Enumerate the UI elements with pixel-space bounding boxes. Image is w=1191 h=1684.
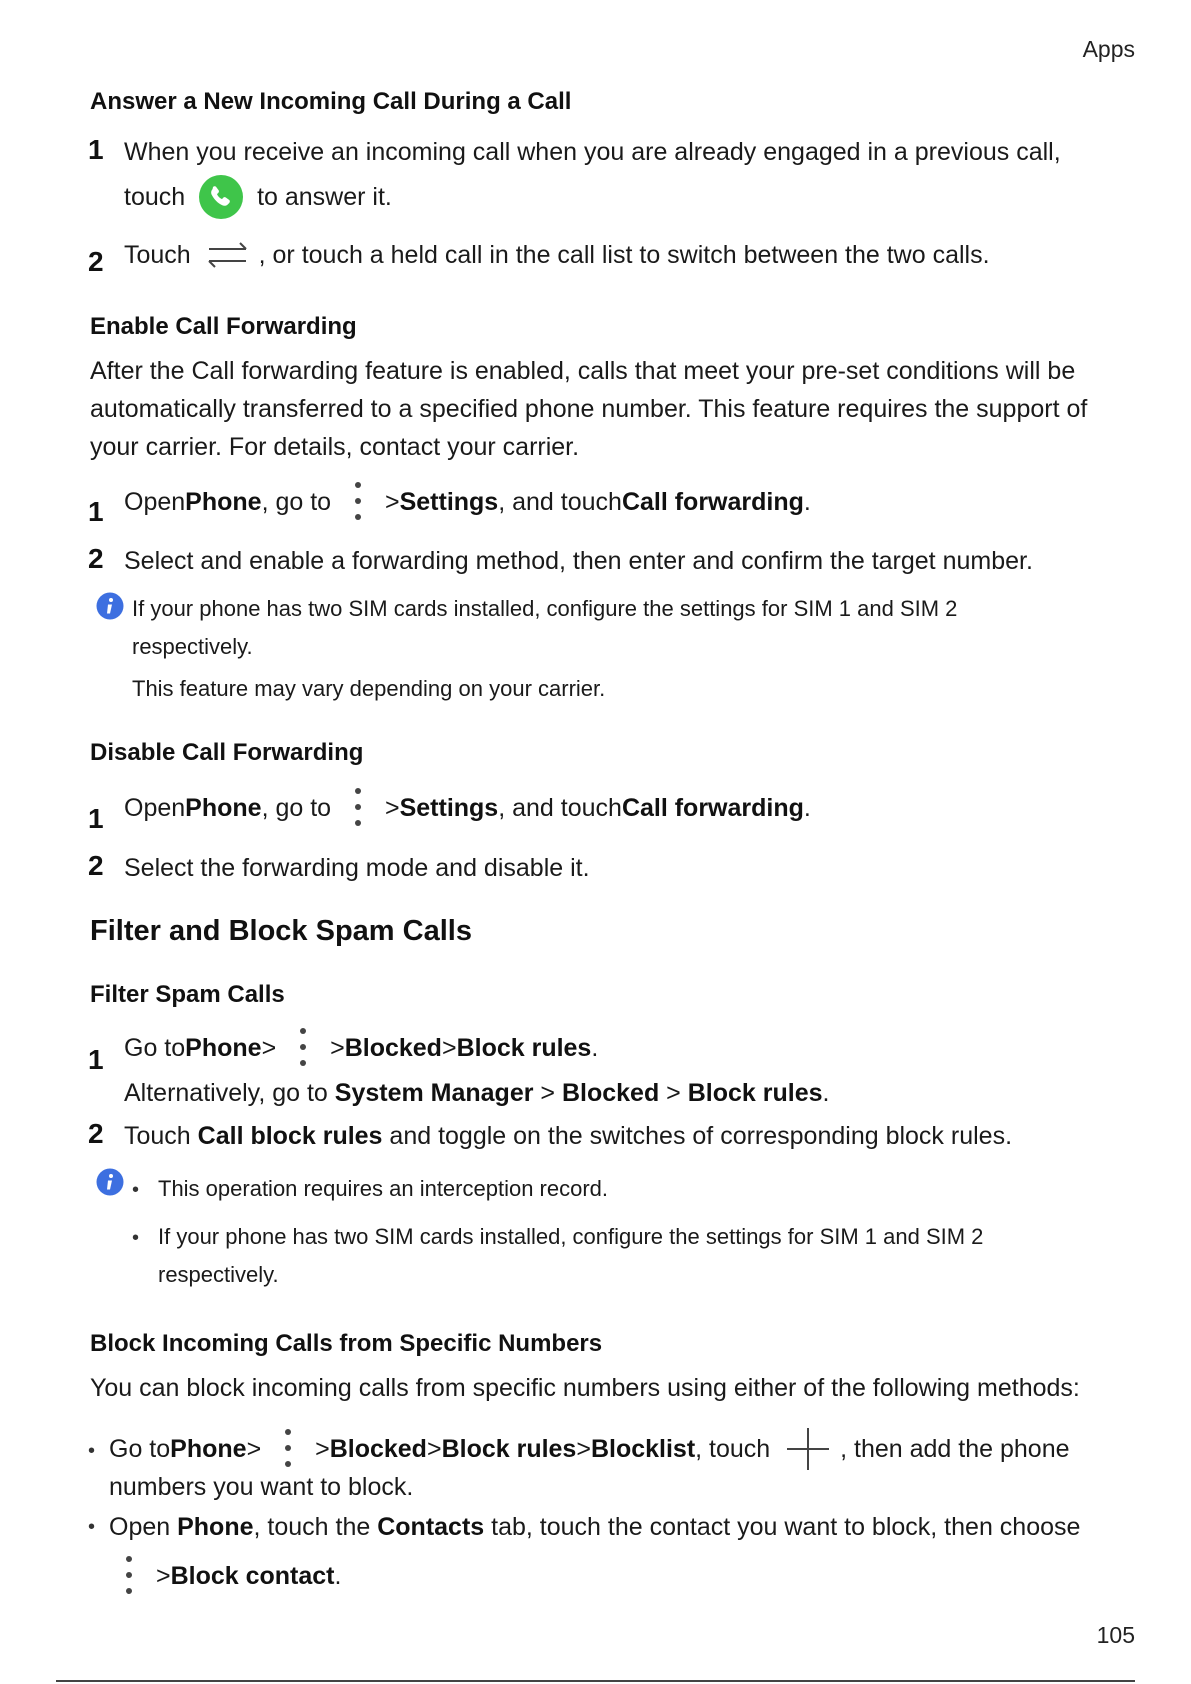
step-text-bold: Blocked [344, 1033, 442, 1062]
step-text-segment: > [261, 1033, 277, 1062]
add-icon [785, 1426, 831, 1472]
step-text-segment: , touch [695, 1434, 771, 1463]
more-options-icon [352, 482, 364, 522]
step-text-segment: > [155, 1561, 171, 1590]
step-text-bold: Phone [185, 487, 262, 516]
bullet-dot: • [88, 1516, 96, 1538]
step-number: 1 [88, 496, 104, 527]
step-text-segment: > [533, 1079, 562, 1107]
heading-filter-spam: Filter Spam Calls [90, 981, 285, 1008]
step-text-bold: Block rules [456, 1033, 592, 1062]
step-text-segment: , go to [261, 487, 332, 516]
step-text-bold: Call forwarding [621, 793, 804, 822]
step-text-bold: Phone [185, 793, 262, 822]
step-text-segment: Touch [124, 240, 191, 269]
paragraph-line: After the Call forwarding feature is enabled, calls that meet your pre-set conditions will be [90, 357, 1076, 385]
step-text-segment: . [334, 1561, 342, 1590]
bullet-dot: • [132, 1227, 140, 1249]
heading-disable-forwarding: Disable Call Forwarding [90, 739, 364, 766]
step-text-segment: > [441, 1033, 457, 1062]
page-number: 105 [1096, 1622, 1135, 1648]
step-text-segment: Alternatively, go to [124, 1079, 335, 1107]
note-bullet-text: If your phone has two SIM cards installed, configure the settings for SIM 1 and SIM 2 [158, 1224, 984, 1249]
header-section-title: Apps [1082, 36, 1135, 62]
note-text: respectively. [132, 634, 253, 659]
step-text-segment: , and touch [498, 487, 622, 516]
switch-calls-icon [206, 240, 250, 270]
bullet-dot: • [88, 1440, 96, 1462]
step-text-segment: touch [124, 182, 186, 211]
info-icon [96, 592, 124, 620]
note-bullet-text: This operation requires an interception record. [158, 1176, 609, 1201]
list-item-text [109, 1426, 1070, 1474]
step-number: 2 [88, 1118, 104, 1149]
step-text-segment: . [591, 1033, 599, 1062]
step-text-segment: . [803, 487, 811, 516]
footer-divider [56, 1680, 1135, 1682]
step-text-bold: Blocklist [590, 1434, 696, 1463]
bullet-dot: • [132, 1179, 140, 1201]
info-icon [96, 1168, 124, 1196]
step-text-segment: > [246, 1434, 262, 1463]
step-text-bold: Call forwarding [621, 487, 804, 516]
heading-enable-forwarding: Enable Call Forwarding [90, 313, 357, 340]
more-options-icon [352, 788, 364, 828]
step-text-segment: and toggle on the switches of corresponding block rules. [382, 1122, 1013, 1150]
paragraph-line: automatically transferred to a specified phone number. This feature requires the support of [90, 395, 1088, 423]
heading-answer-call: Answer a New Incoming Call During a Call [90, 88, 572, 115]
step-text: Select the forwarding mode and disable it. [124, 854, 590, 882]
list-item-text [109, 1513, 1080, 1542]
step-text-bold: Settings [399, 487, 499, 516]
step-text-bold: Blocked [329, 1434, 427, 1463]
step-text-bold: Block rules [687, 1079, 823, 1107]
step-text-segment: , then add the phone [840, 1434, 1070, 1463]
step-text-bold: Phone [185, 1033, 262, 1062]
step-text-segment: > [330, 1033, 345, 1062]
step-text-bold: Settings [399, 793, 499, 822]
paragraph-line: You can block incoming calls from specific numbers using either of the following methods: [90, 1374, 1080, 1402]
step-text-bold: Contacts [377, 1513, 485, 1541]
step-number: 1 [88, 1044, 104, 1075]
note-text: If your phone has two SIM cards installed, configure the settings for SIM 1 and SIM 2 [132, 596, 958, 621]
step-text-segment: to answer it. [257, 182, 392, 211]
step-text [124, 788, 811, 832]
list-item-text [109, 1556, 341, 1600]
step-text-segment: Go to [124, 1033, 186, 1062]
more-options-icon [282, 1429, 294, 1469]
note-bullet-text: respectively. [158, 1262, 279, 1287]
step-text-answer [124, 174, 392, 224]
step-number: 2 [88, 246, 104, 277]
step-text-segment: Open [124, 487, 186, 516]
step-text: Select and enable a forwarding method, then enter and confirm the target number. [124, 547, 1033, 575]
more-options-icon [123, 1556, 135, 1596]
paragraph-line: your carrier. For details, contact your carrier. [90, 433, 580, 461]
step-text-segment: Touch [124, 1122, 198, 1150]
step-number: 1 [88, 134, 104, 165]
step-text-segment: > [384, 793, 400, 822]
step-text [124, 482, 811, 526]
more-options-icon [297, 1028, 309, 1068]
step-text-alternative [124, 1079, 829, 1108]
step-text-segment: > [384, 487, 400, 516]
note-text: This feature may vary depending on your carrier. [132, 676, 606, 701]
heading-block-numbers: Block Incoming Calls from Specific Numbers [90, 1330, 603, 1357]
step-text-bold: Call block rules [197, 1122, 383, 1150]
step-text-segment: , touch the [253, 1513, 378, 1541]
step-text-segment: > [576, 1434, 591, 1463]
step-text-segment: > [426, 1434, 442, 1463]
step-text-bold: Phone [170, 1434, 247, 1463]
step-text-segment: > [315, 1434, 330, 1463]
step-text-segment: , or touch a held call in the call list to switch between the two calls. [258, 240, 990, 269]
heading-filter-block: Filter and Block Spam Calls [90, 915, 472, 947]
step-number: 1 [88, 803, 104, 834]
step-text-segment: tab, touch the contact you want to block, then choose [484, 1513, 1081, 1541]
step-text-segment: > [659, 1079, 688, 1107]
step-text-bold: Phone [177, 1513, 254, 1541]
step-text-segment: Go to [109, 1434, 171, 1463]
step-text-segment: . [822, 1079, 830, 1107]
step-text-bold: Blocked [561, 1079, 660, 1107]
step-number: 2 [88, 543, 104, 574]
step-text-bold: System Manager [334, 1079, 534, 1107]
step-text-bold: Block contact [170, 1561, 335, 1590]
step-text-segment: Open [109, 1513, 178, 1541]
step-text-segment: , and touch [498, 793, 622, 822]
list-item-text: numbers you want to block. [109, 1473, 414, 1501]
step-text-segment: Open [124, 793, 186, 822]
step-text-segment: , go to [261, 793, 332, 822]
step-text [124, 1028, 598, 1072]
step-text-switch [124, 240, 990, 284]
step-text [124, 1122, 1012, 1151]
step-text: When you receive an incoming call when you are already engaged in a previous call, [124, 138, 1061, 166]
phone-answer-icon [198, 174, 244, 220]
step-text-segment: . [803, 793, 811, 822]
step-text-bold: Block rules [441, 1434, 577, 1463]
step-number: 2 [88, 850, 104, 881]
